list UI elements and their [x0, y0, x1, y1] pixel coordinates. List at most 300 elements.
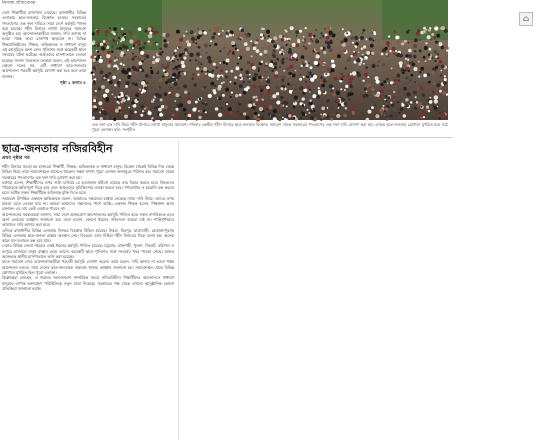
crowd-texture-dot [344, 38, 348, 42]
crowd-texture-dot [442, 91, 446, 95]
crowd-texture-dot [301, 55, 305, 59]
crowd-texture-dot [104, 45, 107, 48]
crowd-texture-dot [127, 68, 129, 70]
crowd-texture-dot [425, 29, 427, 31]
crowd-texture-dot [179, 104, 183, 108]
crowd-texture-dot [418, 76, 420, 78]
crowd-texture-dot [392, 96, 395, 99]
crowd-texture-dot [282, 117, 284, 119]
crowd-texture-dot [353, 47, 355, 49]
crowd-texture-dot [249, 85, 251, 87]
crowd-texture-dot [102, 109, 104, 111]
crowd-texture-dot [352, 42, 354, 44]
crowd-texture-dot [164, 94, 167, 97]
crowd-texture-dot [395, 83, 397, 85]
crowd-texture-dot [198, 46, 201, 49]
crowd-texture-dot [227, 30, 229, 32]
crowd-texture-dot [343, 114, 347, 118]
crowd-texture-dot [336, 90, 338, 92]
crowd-texture-dot [241, 34, 245, 38]
crowd-texture-dot [253, 96, 256, 99]
crowd-texture-dot [381, 113, 383, 115]
crowd-texture-dot [209, 45, 211, 47]
crowd-texture-dot [252, 85, 256, 89]
crowd-texture-dot [183, 108, 187, 112]
crowd-texture-dot [441, 57, 445, 61]
crowd-texture-dot [195, 101, 198, 104]
crowd-texture-dot [409, 62, 411, 64]
rally-photo [92, 0, 530, 120]
crowd-texture-dot [323, 51, 326, 54]
crowd-texture-dot [272, 69, 275, 72]
crowd-texture-dot [446, 93, 448, 95]
crowd-texture-dot [335, 62, 337, 64]
crowd-texture-dot [118, 106, 121, 109]
crowd-texture-dot [148, 27, 152, 31]
crowd-texture-dot [117, 81, 121, 85]
crowd-texture-dot [269, 105, 273, 109]
crowd-texture-dot [218, 113, 222, 117]
crowd-texture-dot [438, 64, 440, 66]
crowd-texture-dot [261, 28, 264, 31]
crowd-texture-dot [303, 46, 305, 48]
crowd-texture-dot [235, 44, 237, 46]
crowd-texture-dot [278, 119, 281, 122]
crowd-texture-dot [118, 37, 120, 39]
crowd-texture-dot [222, 30, 224, 32]
crowd-texture-dot [144, 59, 146, 61]
crowd-texture-dot [355, 42, 359, 46]
crowd-texture-dot [124, 115, 128, 119]
crowd-texture-dot [249, 78, 251, 80]
crowd-texture-dot [105, 29, 107, 31]
crowd-texture-dot [397, 101, 399, 103]
crowd-texture-dot [234, 76, 237, 79]
crowd-texture-dot [361, 48, 363, 50]
crowd-texture-dot [303, 87, 305, 89]
crowd-texture-dot [268, 76, 270, 78]
crowd-texture-dot [105, 34, 108, 37]
crowd-texture-dot [172, 114, 175, 117]
crowd-texture-dot [433, 75, 435, 77]
crowd-texture-dot [389, 50, 391, 52]
crowd-texture-dot [243, 53, 246, 56]
crowd-texture-dot [260, 116, 264, 120]
crowd-texture-dot [109, 37, 112, 40]
crowd-texture-dot [220, 69, 223, 72]
crowd-texture-dot [286, 105, 288, 107]
crowd-texture-dot [432, 92, 435, 95]
crowd-texture-dot [239, 94, 242, 97]
crowd-texture-dot [390, 81, 393, 84]
crowd-texture-dot [247, 76, 249, 78]
crowd-texture-dot [259, 53, 262, 56]
crowd-texture-dot [208, 73, 212, 77]
crowd-texture-dot [426, 105, 429, 108]
crowd-texture-dot [388, 35, 390, 37]
crowd-texture-dot [205, 73, 207, 75]
crowd-texture-dot [444, 75, 446, 77]
crowd-texture-dot [288, 72, 291, 75]
crowd-texture-dot [180, 58, 183, 61]
crowd-texture-dot [368, 110, 372, 114]
crowd-texture-dot [388, 103, 390, 105]
crowd-texture-dot [299, 30, 302, 33]
crowd-texture-dot [417, 29, 420, 32]
crowd-texture-dot [266, 79, 270, 83]
crowd-texture-dot [320, 62, 323, 65]
crowd-texture-dot [185, 119, 187, 121]
crowd-texture-dot [112, 76, 116, 80]
crowd-texture-dot [219, 62, 221, 64]
crowd-texture-dot [204, 44, 208, 48]
crowd-texture-dot [190, 31, 192, 33]
crowd-texture-dot [158, 58, 160, 60]
crowd-texture-dot [263, 50, 267, 54]
crowd-texture-dot [198, 110, 200, 112]
crowd-texture-dot [434, 50, 438, 54]
crowd-texture-dot [439, 90, 442, 93]
crowd-texture-dot [121, 51, 125, 55]
crowd-texture-dot [252, 77, 256, 81]
crowd-texture-dot [403, 114, 406, 117]
crowd-texture-dot [282, 36, 284, 38]
crowd-texture-dot [302, 97, 305, 100]
crowd-texture-dot [247, 86, 250, 89]
crowd-texture-dot [293, 53, 297, 57]
crowd-texture-dot [176, 69, 178, 71]
crowd-texture-dot [423, 116, 425, 118]
crowd-texture-dot [213, 63, 216, 66]
crowd-texture-dot [394, 30, 396, 32]
crowd-texture-dot [364, 73, 368, 77]
crowd-texture-dot [152, 109, 154, 111]
crowd-texture-dot [210, 111, 213, 114]
crowd-texture-dot [303, 64, 305, 66]
crowd-texture-dot [113, 118, 116, 121]
crowd-texture-dot [122, 44, 126, 48]
crowd-texture-dot [100, 70, 104, 74]
crowd-texture-dot [173, 58, 175, 60]
crowd-texture-dot [371, 106, 374, 109]
crowd-texture-dot [318, 90, 321, 93]
crowd-texture-dot [203, 109, 206, 112]
crowd-texture-dot [320, 119, 322, 121]
crowd-texture-dot [414, 81, 416, 83]
crowd-texture-dot [270, 33, 272, 35]
crowd-texture-dot [419, 71, 421, 73]
crowd-texture-dot [364, 88, 367, 91]
crowd-texture-dot [261, 85, 265, 89]
crowd-texture-dot [254, 73, 258, 77]
crowd-texture-dot [114, 60, 116, 62]
crowd-texture-dot [303, 36, 305, 38]
crowd-texture-dot [100, 92, 103, 95]
article-paragraph: রাতে সমাবেশ শেষে আন্দোলনকারীরা পরবর্তী কর্মসূচি ঘোষণা করেন। তারা বলেন, দাবি আদায় না হওয়া পর্যন্ত আন্দোলন চলবে। সারা দেশের ছাত্র-জনতাকে ঐক্যবদ্ধ থাকার আহ্বান জানানো হয়। সমাবেশস্থল থেকে বিভিন্ন স্লোগানে মুখরিত ছিল পুরো এলাকা। [2, 259, 174, 275]
crowd-texture-dot [218, 97, 221, 100]
crowd-texture-dot [139, 88, 141, 90]
crowd-texture-dot [375, 114, 379, 118]
crowd-texture-dot [251, 110, 254, 113]
crowd-texture-dot [130, 110, 133, 113]
crowd-texture-dot [290, 84, 292, 86]
crowd-texture-dot [373, 32, 376, 35]
crowd-image [92, 0, 448, 120]
crowd-texture-dot [192, 108, 196, 112]
crowd-texture-dot [93, 99, 96, 102]
crowd-texture-dot [329, 31, 333, 35]
crowd-texture-dot [280, 104, 283, 107]
crowd-texture-dot [330, 40, 333, 43]
crowd-texture-dot [310, 116, 314, 120]
crowd-texture-dot [197, 28, 199, 30]
crowd-texture-dot [122, 116, 124, 118]
crowd-texture-dot [331, 90, 333, 92]
crowd-texture-dot [216, 60, 219, 63]
crowd-texture-dot [118, 102, 120, 104]
crowd-texture-dot [378, 102, 382, 106]
crowd-texture-dot [416, 101, 418, 103]
crowd-texture-dot [225, 88, 229, 92]
crowd-texture-dot [123, 54, 125, 56]
crowd-texture-dot [116, 47, 118, 49]
crowd-texture-dot [186, 31, 188, 33]
crowd-texture-dot [148, 42, 152, 46]
crowd-texture-dot [114, 84, 116, 86]
crowd-texture-dot [175, 93, 179, 97]
crowd-texture-dot [173, 82, 177, 86]
crowd-texture-dot [305, 27, 307, 29]
crowd-texture-dot [178, 46, 180, 48]
crowd-texture-dot [441, 70, 443, 72]
crowd-texture-dot [130, 77, 132, 79]
crowd-texture-dot [330, 68, 334, 72]
crowd-texture-dot [139, 65, 143, 69]
crowd-texture-dot [366, 44, 369, 47]
crowd-texture-dot [244, 33, 246, 35]
crowd-texture-dot [406, 104, 409, 107]
crowd-texture-dot [265, 71, 267, 73]
crowd-texture-dot [138, 54, 141, 57]
crowd-texture-dot [302, 112, 306, 116]
crowd-texture-dot [258, 76, 261, 79]
crowd-texture-dot [182, 64, 186, 68]
crowd-texture-dot [103, 40, 106, 43]
crowd-texture-dot [432, 105, 434, 107]
crowd-texture-dot [428, 29, 431, 32]
crowd-texture-dot [405, 83, 407, 85]
crowd-texture-dot [172, 73, 176, 77]
crowd-texture-dot [411, 74, 414, 77]
crowd-texture-dot [120, 40, 122, 42]
crowd-texture-dot [416, 105, 418, 107]
crowd-texture-dot [292, 117, 295, 120]
crowd-texture-dot [101, 85, 105, 89]
crowd-texture-dot [326, 36, 330, 40]
crowd-texture-dot [266, 48, 268, 50]
crowd-texture-dot [396, 74, 400, 78]
crowd-texture-dot [275, 71, 279, 75]
photo-overlay-icon[interactable]: ⌂ [519, 12, 533, 26]
crowd-texture-dot [100, 56, 102, 58]
crowd-texture-dot [98, 101, 102, 105]
crowd-texture-dot [282, 79, 285, 82]
crowd-texture-dot [140, 105, 144, 109]
crowd-texture-dot [123, 64, 125, 66]
article-headline: ছাত্র-জনতার নজিরবিহীন [2, 142, 113, 155]
crowd-texture-dot [217, 87, 221, 91]
crowd-texture-dot [184, 113, 186, 115]
crowd-texture-dot [215, 107, 219, 111]
article-paragraph: এদিকে রাজধানীর বিভিন্ন এলাকায় দিনভর বিক্ষোভ মিছিল হয়েছে। উত্তরা, মিরপুর, যাত্রাবাড়ী, মোহাম্মদপুরসহ বিভিন্ন এলাকায় ছাত্র-জনতা রাস্তায় অবস্থান নেয়। বিকেলে এসব মিছিল শহীদ মিনারের দিকে রওনা হয়। অনেক স্থানে যান চলাচল বন্ধ হয়ে যায়। [2, 227, 174, 244]
crowd-texture-dot [92, 58, 95, 61]
crowd-texture-dot [320, 47, 323, 50]
crowd-texture-dot [107, 51, 111, 55]
crowd-texture-dot [416, 32, 420, 36]
crowd-texture-dot [304, 38, 306, 40]
crowd-texture-dot [327, 27, 330, 30]
crowd-texture-dot [366, 38, 368, 40]
crowd-texture-dot [288, 40, 290, 42]
crowd-texture-dot [428, 81, 431, 84]
crowd-texture-dot [154, 106, 157, 109]
crowd-texture-dot [273, 62, 277, 66]
crowd-texture-dot [336, 114, 340, 118]
crowd-texture-dot [413, 44, 417, 48]
crowd-texture-dot [201, 63, 203, 65]
crowd-texture-dot [225, 62, 228, 65]
crowd-texture-dot [330, 118, 333, 121]
crowd-texture-dot [387, 90, 390, 93]
crowd-texture-dot [385, 47, 388, 50]
crowd-texture-dot [295, 79, 297, 81]
crowd-texture-dot [441, 75, 444, 78]
crowd-texture-dot [240, 113, 242, 115]
crowd-texture-dot [366, 91, 368, 93]
crowd-texture-dot [273, 44, 277, 48]
crowd-texture-dot [111, 50, 114, 53]
crowd-texture-dot [139, 69, 141, 71]
crowd-texture-dot [358, 51, 360, 53]
crowd-texture-dot [174, 114, 178, 118]
crowd-texture-dot [258, 85, 261, 88]
crowd-texture-dot [426, 109, 428, 111]
crowd-texture-dot [373, 28, 377, 32]
crowd-texture-dot [129, 72, 132, 75]
crowd-texture-dot [238, 57, 240, 59]
crowd-texture-dot [246, 111, 249, 114]
crowd-texture-dot [183, 57, 186, 60]
crowd-texture-dot [159, 79, 163, 83]
crowd-texture-dot [195, 42, 197, 44]
crowd-texture-dot [265, 85, 267, 87]
crowd-texture-dot [300, 68, 302, 70]
crowd-texture-dot [345, 85, 348, 88]
crowd-texture-dot [191, 37, 195, 41]
crowd-texture-dot [342, 86, 345, 89]
crowd-texture-dot [329, 114, 331, 116]
crowd-texture-dot [196, 52, 200, 56]
crowd-texture-dot [342, 75, 345, 78]
crowd-texture-dot [128, 107, 130, 109]
crowd-texture-dot [125, 85, 128, 88]
crowd-texture-dot [121, 28, 124, 31]
crowd-texture-dot [270, 37, 272, 39]
crowd-texture-dot [248, 81, 250, 83]
crowd-texture-dot [377, 65, 379, 67]
crowd-texture-dot [340, 40, 343, 43]
crowd-texture-dot [273, 36, 277, 40]
crowd-texture-dot [318, 87, 320, 89]
crowd-texture-dot [434, 95, 438, 99]
crowd-texture-dot [403, 87, 407, 91]
crowd-texture-dot [152, 61, 155, 64]
crowd-texture-dot [199, 98, 202, 101]
crowd-texture-dot [261, 65, 263, 67]
crowd-texture-dot [108, 72, 111, 75]
crowd-texture-dot [142, 110, 144, 112]
crowd-texture-dot [299, 86, 303, 90]
crowd-texture-dot [289, 48, 291, 50]
crowd-texture-dot [435, 41, 437, 43]
crowd-texture-dot [125, 96, 128, 99]
crowd-texture-dot [177, 59, 179, 61]
crowd-texture-dot [134, 111, 136, 113]
crowd-texture-dot [283, 70, 285, 72]
crowd-texture-dot [429, 48, 432, 51]
crowd-texture-dot [273, 55, 276, 58]
crowd-texture-dot [419, 49, 422, 52]
crowd-texture-dot [95, 90, 97, 92]
crowd-texture-dot [357, 58, 361, 62]
crowd-texture-dot [439, 112, 441, 114]
crowd-texture-dot [371, 52, 374, 55]
crowd-texture-dot [239, 77, 241, 79]
crowd-texture-dot [325, 78, 327, 80]
crowd-texture-dot [302, 104, 305, 107]
crowd-texture-dot [207, 70, 209, 72]
crowd-texture-dot [184, 91, 187, 94]
crowd-texture-dot [312, 94, 316, 98]
crowd-texture-dot [233, 114, 236, 117]
crowd-texture-dot [203, 86, 206, 89]
crowd-texture-dot [431, 33, 434, 36]
article-paragraph: বিশ্লেষকরা বলছেন, এ ধরনের জনসমাবেশ সাম্প্রতিক সময়ে নজিরবিহীন। শিক্ষার্থীদের আন্দোলনে সাধারণ মানুষের ব্যাপক অংশগ্রহণ পরিস্থিতিকে নতুন মাত্রা দিয়েছে। সরকারের পক্ষ থেকে এখনো আনুষ্ঠানিক কোনো প্রতিক্রিয়া জানানো হয়নি। [2, 275, 174, 291]
crowd-texture-dot [267, 45, 270, 48]
crowd-texture-dot [343, 50, 346, 53]
crowd-texture-dot [273, 109, 277, 113]
crowd-texture-dot [407, 30, 409, 32]
crowd-texture-dot [242, 59, 244, 61]
crowd-texture-dot [285, 30, 287, 32]
crowd-texture-dot [215, 85, 217, 87]
crowd-texture-dot [418, 39, 421, 42]
crowd-texture-dot [341, 78, 343, 80]
crowd-texture-dot [312, 34, 314, 36]
crowd-texture-dot [247, 61, 249, 63]
crowd-texture-dot [206, 103, 209, 106]
crowd-texture-dot [402, 65, 404, 67]
crowd-texture-dot [415, 96, 417, 98]
crowd-texture-dot [366, 51, 370, 55]
crowd-texture-dot [428, 110, 430, 112]
crowd-texture-dot [383, 87, 385, 89]
crowd-texture-dot [220, 76, 223, 79]
crowd-texture-dot [338, 46, 340, 48]
crowd-texture-dot [173, 68, 175, 70]
crowd-texture-dot [309, 91, 311, 93]
crowd-texture-dot [350, 73, 352, 75]
